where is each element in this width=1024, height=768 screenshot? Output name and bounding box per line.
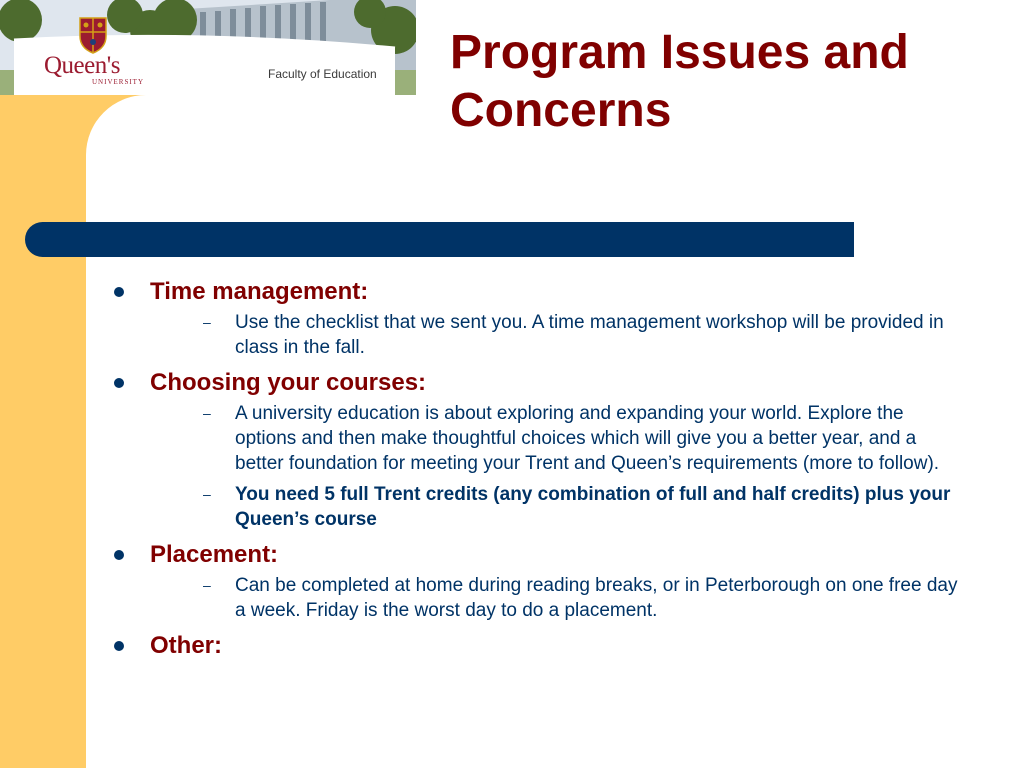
corner-rounding [86, 95, 206, 215]
sub-point-text: Can be completed at home during reading breaks, or in Peterborough on one free day a week. Friday is the worst day to do a placement. [235, 575, 958, 621]
university-crest-icon [78, 16, 108, 54]
bullet-icon [114, 550, 124, 560]
faculty-name: Faculty of Education [268, 67, 377, 81]
section-choosing-courses [110, 368, 960, 532]
header-banner [0, 0, 416, 95]
sub-point [150, 573, 960, 623]
dash-icon: – [203, 314, 211, 330]
section-other [110, 631, 960, 661]
bullet-icon [114, 287, 124, 297]
title-divider-bar [25, 222, 854, 257]
dash-icon: – [203, 486, 211, 502]
sub-point-text: Use the checklist that we sent you. A time management workshop will be provided in class in the fall. [235, 312, 944, 358]
sub-point-text: A university education is about exploring and expanding your world. Explore the options and then make thoughtful choices which will give you a better year, and a better foundation for meeting your Trent and Queen’s requirements (more to follow). [235, 403, 940, 474]
left-accent-band [0, 0, 86, 768]
sub-point [150, 310, 960, 360]
slide-title: Program Issues and Concerns [450, 26, 909, 137]
section-heading: Choosing your courses: [150, 369, 427, 396]
university-subtitle: UNIVERSITY [92, 78, 144, 86]
dash-icon: – [203, 405, 211, 421]
sub-point-text: You need 5 full Trent credits (any combination of full and half credits) plus your Queen’s course [235, 484, 951, 530]
bullet-icon [114, 378, 124, 388]
sub-point [150, 482, 960, 532]
dash-icon: – [203, 577, 211, 593]
section-placement [110, 540, 960, 623]
sub-point [150, 401, 960, 476]
bullet-icon [114, 641, 124, 651]
slide-content [110, 277, 960, 669]
university-name: Queen's [44, 52, 120, 79]
section-time-management [110, 277, 960, 360]
section-heading: Other: [150, 632, 222, 659]
section-heading: Placement: [150, 541, 279, 568]
section-heading: Time management: [150, 278, 369, 305]
